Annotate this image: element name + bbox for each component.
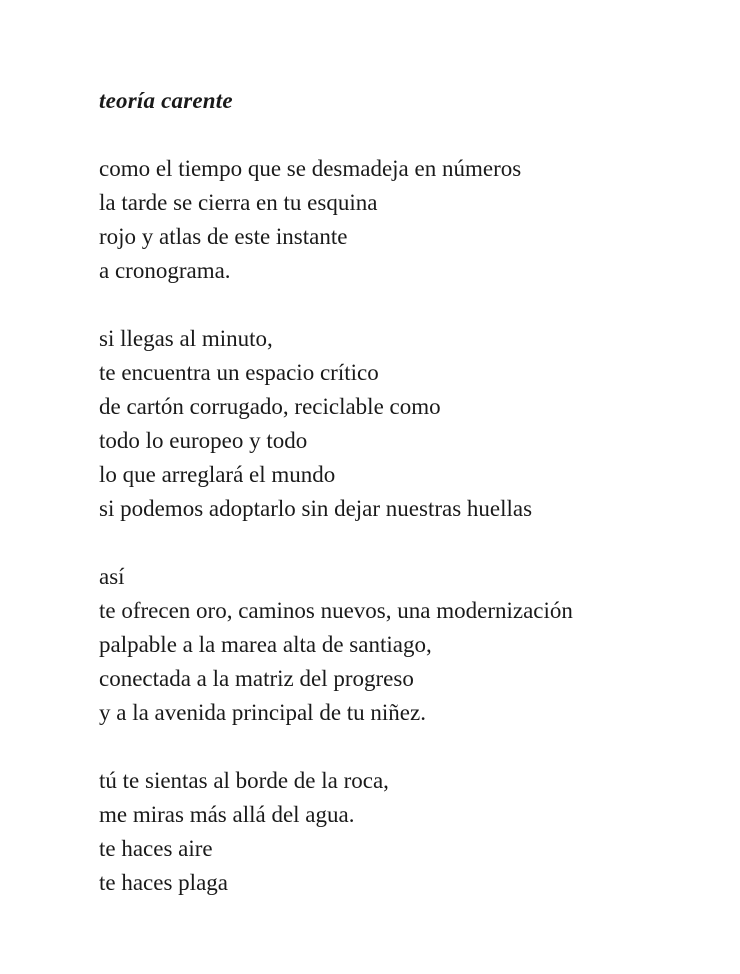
poem-line: me miras más allá del agua. <box>99 802 355 827</box>
poem-line: te ofrecen oro, caminos nuevos, una modernización <box>99 598 573 623</box>
poem-line: así <box>99 564 125 589</box>
poem-line: tú te sientas al borde de la roca, <box>99 768 389 793</box>
poem-line: lo que arreglará el mundo <box>99 462 336 487</box>
poem-line: si llegas al minuto, <box>99 326 273 351</box>
poem-line: y a la avenida principal de tu niñez. <box>99 700 426 725</box>
poem-line: rojo y atlas de este instante <box>99 224 348 249</box>
poem-line: como el tiempo que se desmadeja en números <box>99 156 522 181</box>
poem-line: todo lo europeo y todo <box>99 428 308 453</box>
poem-line: te encuentra un espacio crítico <box>99 360 379 385</box>
poem-line: palpable a la marea alta de santiago, <box>99 632 432 657</box>
poem-line: a cronograma. <box>99 258 231 283</box>
poem-line: la tarde se cierra en tu esquina <box>99 190 378 215</box>
poem-title: teoría carente <box>99 88 233 113</box>
stanza-2 <box>99 322 700 526</box>
poem-line: conectada a la matriz del progreso <box>99 666 414 691</box>
poem-line: si podemos adoptarlo sin dejar nuestras huellas <box>99 496 533 521</box>
poem-line: te haces plaga <box>99 870 228 895</box>
stanza-1 <box>99 152 700 288</box>
stanza-4 <box>99 764 700 900</box>
stanza-3 <box>99 560 700 730</box>
poem-line: de cartón corrugado, reciclable como <box>99 394 441 419</box>
poem-line: te haces aire <box>99 836 213 861</box>
